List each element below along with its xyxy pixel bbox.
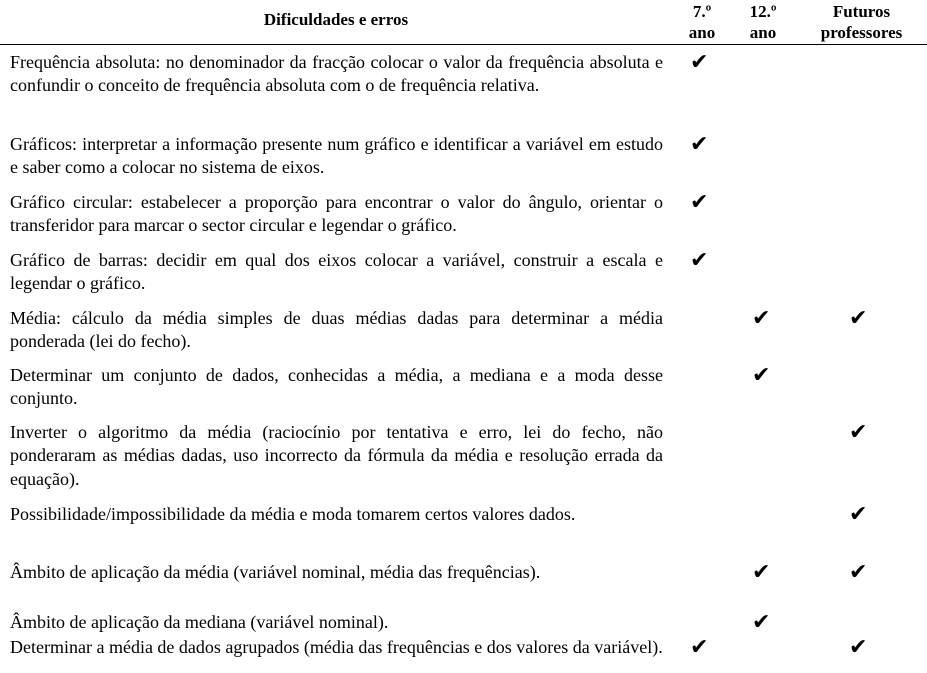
table-row: [0, 307, 927, 354]
check-future-teachers-icon: ✔: [849, 306, 868, 331]
header-future-teachers: [796, 1, 927, 43]
check-grade-12-icon: ✔: [752, 306, 771, 331]
check-grade-7-icon: ✔: [690, 190, 709, 215]
check-grade-7-icon: ✔: [690, 248, 709, 273]
difficulty-text: Gráficos: interpretar a informação presente num gráfico e identificar a variável em estudo e saber como a colocar no sistema de eixos.: [10, 134, 663, 178]
table-row: [0, 636, 927, 659]
header-future-teachers-line1: Futuros: [832, 2, 891, 21]
difficulty-text: Âmbito de aplicação da média (variável nominal, média das frequências).: [10, 562, 541, 582]
difficulty-text: Inverter o algoritmo da média (raciocínio por tentativa e erro, lei do fecho, não ponderaram as médias dadas, uso incorrecto da fórmula da média e resolução errada da equação).: [10, 422, 663, 489]
table-row: [0, 51, 927, 98]
check-grade-7-icon: ✔: [690, 635, 709, 660]
check-future-teachers-icon: ✔: [849, 635, 868, 660]
header-grade-12: [732, 1, 794, 43]
check-grade-7-icon: ✔: [690, 50, 709, 75]
check-grade-7-icon: ✔: [690, 132, 709, 157]
header-grade-12-line2: ano: [749, 23, 777, 42]
difficulty-text: Gráfico de barras: decidir em qual dos eixos colocar a variável, construir a escala e legendar o gráfico.: [10, 250, 663, 294]
difficulty-text: Determinar a média de dados agrupados (média das frequências e dos valores da variável).: [10, 637, 663, 657]
header-difficulties: Dificuldades e erros: [263, 10, 409, 29]
table-row: [0, 133, 927, 180]
difficulty-text: Frequência absoluta: no denominador da fracção colocar o valor da frequência absoluta e confundir o conceito de frequência absoluta com o de frequência relativa.: [10, 52, 663, 96]
table-row: [0, 561, 927, 584]
difficulty-text: Possibilidade/impossibilidade da média e moda tomarem certos valores dados.: [10, 504, 576, 524]
difficulty-text: Média: cálculo da média simples de duas médias dadas para determinar a média ponderada (lei do fecho).: [10, 308, 663, 352]
header-grade-12-line1: 12.º: [749, 2, 777, 21]
header-grade-7-line2: ano: [688, 23, 716, 42]
difficulty-text: Gráfico circular: estabelecer a proporção para encontrar o valor do ângulo, orientar o transferidor para marcar o sector circular e legendar o gráfico.: [10, 192, 663, 236]
header-grade-7: [672, 1, 732, 43]
check-grade-12-icon: ✔: [752, 363, 771, 388]
table-row: [0, 503, 927, 526]
check-grade-12-icon: ✔: [752, 560, 771, 585]
table-row: [0, 421, 927, 491]
difficulty-text: Determinar um conjunto de dados, conhecidas a média, a mediana e a moda desse conjunto.: [10, 365, 663, 409]
check-future-teachers-icon: ✔: [849, 560, 868, 585]
table-row: [0, 364, 927, 411]
check-future-teachers-icon: ✔: [849, 502, 868, 527]
table-row: [0, 249, 927, 296]
difficulty-text: Âmbito de aplicação da mediana (variável nominal).: [10, 612, 389, 632]
check-future-teachers-icon: ✔: [849, 420, 868, 445]
header-grade-7-line1: 7.º: [692, 2, 712, 21]
table-row: [0, 191, 927, 238]
header-future-teachers-line2: professores: [820, 23, 903, 42]
check-grade-12-icon: ✔: [752, 610, 771, 635]
table-header: [0, 0, 927, 45]
table-row: [0, 611, 927, 634]
